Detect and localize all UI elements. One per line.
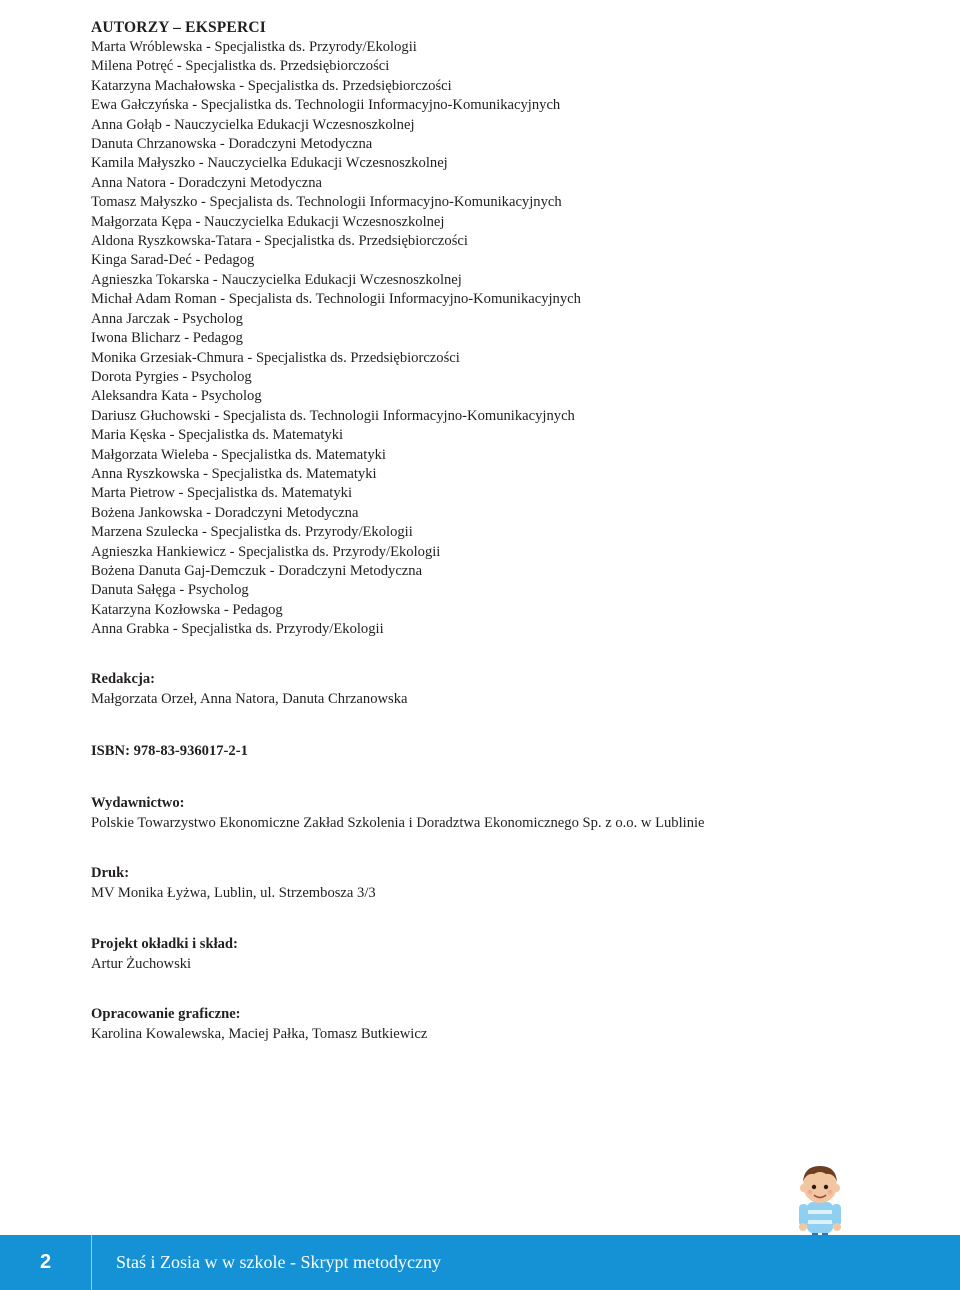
druk-block	[91, 863, 911, 903]
author-entry: Michał Adam Roman - Specjalista ds. Technologii Informacyjno-Komunikacyjnych	[91, 291, 581, 308]
author-entry: Danuta Sałęga - Psycholog	[91, 582, 249, 599]
author-entry: Anna Jarczak - Psycholog	[91, 310, 243, 327]
author-entry: Małgorzata Wieleba - Specjalistka ds. Matematyki	[91, 446, 386, 463]
author-entry: Kamila Małyszko - Nauczycielka Edukacji Wczesnoszkolnej	[91, 155, 448, 172]
projekt-label: Projekt okładki i skład:	[91, 936, 238, 952]
author-entry: Monika Grzesiak-Chmura - Specjalistka ds. Przedsiębiorczości	[91, 349, 460, 366]
author-entry: Maria Kęska - Specjalistka ds. Matematyki	[91, 427, 344, 444]
authors-heading: AUTORZY – EKSPERCI	[91, 19, 266, 36]
author-entry: Agnieszka Hankiewicz - Specjalistka ds. Przyrody/Ekologii	[91, 543, 441, 560]
author-entry: Marzena Szulecka - Specjalistka ds. Przyrody/Ekologii	[91, 524, 413, 541]
author-entry: Dorota Pyrgies - Psycholog	[91, 368, 252, 385]
page-footer	[0, 1235, 960, 1290]
druk-label: Druk:	[91, 865, 130, 881]
author-entry: Bożena Danuta Gaj-Demczuk - Doradczyni Metodyczna	[91, 562, 423, 579]
redakcja-label: Redakcja:	[91, 671, 156, 687]
author-entry: Aldona Ryszkowska-Tatara - Specjalistka ds. Przedsiębiorczości	[91, 233, 468, 250]
author-entry: Anna Grabka - Specjalistka ds. Przyrody/Ekologii	[91, 621, 384, 638]
author-entry: Anna Natora - Doradczyni Metodyczna	[91, 174, 322, 191]
author-entry: Anna Gołąb - Nauczycielka Edukacji Wczesnoszkolnej	[91, 116, 415, 133]
author-entry: Milena Potręć - Specjalistka ds. Przedsiębiorczości	[91, 58, 390, 75]
footer-title: Staś i Zosia w w szkole - Skrypt metodyczny	[116, 1252, 441, 1272]
authors-section	[91, 18, 911, 640]
opracowanie-value: Karolina Kowalewska, Maciej Pałka, Tomasz Butkiewicz	[91, 1026, 428, 1042]
projekt-value: Artur Żuchowski	[91, 956, 192, 972]
author-entry: Kinga Sarad-Deć - Pedagog	[91, 252, 255, 269]
author-entry: Iwona Blicharz - Pedagog	[91, 330, 243, 347]
author-entry: Anna Ryszkowska - Specjalistka ds. Matematyki	[91, 465, 377, 482]
wydawnictwo-block	[91, 793, 911, 833]
author-entry: Dariusz Głuchowski - Specjalista ds. Technologii Informacyjno-Komunikacyjnych	[91, 407, 575, 424]
author-entry: Marta Wróblewska - Specjalistka ds. Przyrody/Ekologii	[91, 39, 417, 55]
author-entry: Marta Pietrow - Specjalistka ds. Matematyki	[91, 485, 353, 502]
authors-list	[91, 38, 911, 640]
author-entry: Tomasz Małyszko - Specjalista ds. Technologii Informacyjno-Komunikacyjnych	[91, 194, 562, 211]
projekt-block	[91, 934, 911, 974]
author-entry: Katarzyna Machałowska - Specjalistka ds. Przedsiębiorczości	[91, 77, 452, 94]
redakcja-value: Małgorzata Orzeł, Anna Natora, Danuta Chrzanowska	[91, 691, 408, 707]
author-entry: Katarzyna Kozłowska - Pedagog	[91, 601, 283, 618]
wydawnictwo-value: Polskie Towarzystwo Ekonomiczne Zakład Szkolenia i Doradztwa Ekonomicznego Sp. z o.o. w Lublinie	[91, 815, 705, 831]
opracowanie-label: Opracowanie graficzne:	[91, 1006, 241, 1022]
opracowanie-block	[91, 1004, 911, 1044]
isbn-block	[91, 741, 911, 761]
author-entry: Bożena Jankowska - Doradczyni Metodyczna	[91, 504, 359, 521]
author-entry: Danuta Chrzanowska - Doradczyni Metodyczna	[91, 136, 373, 153]
author-entry: Agnieszka Tokarska - Nauczycielka Edukacji Wczesnoszkolnej	[91, 271, 462, 288]
page-number: 2	[0, 1235, 92, 1290]
author-entry: Ewa Gałczyńska - Specjalistka ds. Technologii Informacyjno-Komunikacyjnych	[91, 97, 561, 114]
redakcja-block	[91, 669, 911, 709]
druk-value: MV Monika Łyżwa, Lublin, ul. Strzembosza 3/3	[91, 885, 376, 901]
author-entry: Małgorzata Kępa - Nauczycielka Edukacji Wczesnoszkolnej	[91, 213, 445, 230]
wydawnictwo-label: Wydawnictwo:	[91, 795, 185, 811]
author-entry: Aleksandra Kata - Psycholog	[91, 388, 262, 405]
isbn-text: ISBN: 978-83-936017-2-1	[91, 743, 248, 759]
